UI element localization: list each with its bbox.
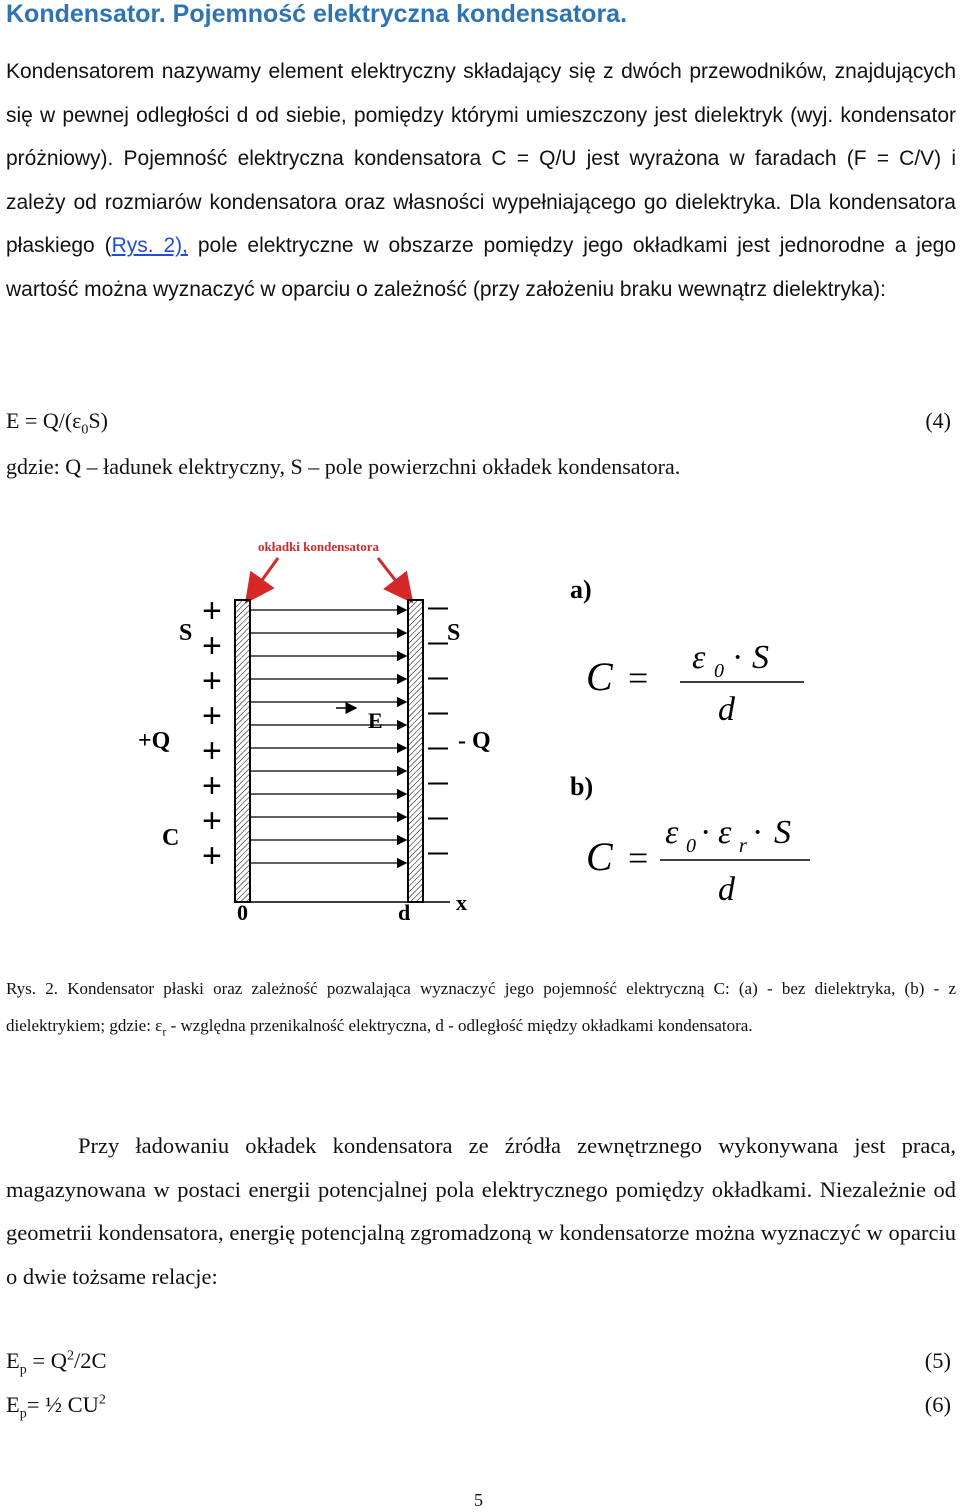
equation-5 xyxy=(6,1348,951,1379)
caption-sub-r: r xyxy=(162,1024,167,1039)
formula-a-s: S xyxy=(752,639,769,676)
formula-b-eq: = xyxy=(628,838,649,878)
axis-d-label: d xyxy=(398,900,411,925)
minus-sign: — xyxy=(428,842,448,864)
intro-paragraph xyxy=(6,50,956,312)
equation-5-sup: 2 xyxy=(66,1348,74,1364)
formula-b-dot2: · xyxy=(752,814,764,851)
equation-5-end: /2C xyxy=(73,1348,107,1373)
formula-b-c: C xyxy=(586,834,613,879)
page-number: 5 xyxy=(474,1490,483,1510)
plus-signs xyxy=(202,592,222,875)
equation-5-number: (5) xyxy=(924,1348,951,1373)
formula-b-dot1: · xyxy=(700,814,712,851)
formula-b-d: d xyxy=(718,871,735,908)
plus-sign: + xyxy=(202,592,222,630)
equation-4 xyxy=(6,408,951,438)
caption-text-2: - względna przenikalność elektryczna, d - odległość między okładkami kondensatora. xyxy=(166,1016,753,1035)
minus-signs xyxy=(428,597,448,864)
equation-6-sup: 2 xyxy=(98,1392,106,1408)
formula-b-epsr: ε xyxy=(718,814,732,851)
figure-link[interactable]: Rys. 2), xyxy=(111,234,188,258)
energy-paragraph xyxy=(6,1124,956,1298)
left-s-label: S xyxy=(179,620,193,646)
equation-4-lhs: E = Q/(ε xyxy=(6,408,82,433)
minus-sign: — xyxy=(428,597,448,619)
energy-paragraph-text: Przy ładowaniu okładek kondensatora ze źródła zewnętrznego wykonywana jest praca, magazynowana w postaci energii potencjalnej pola elektrycznego pomiędzy okładkami. Niezależnie od geometrii kondensatora, energię potencjalną zgromadzoną w kondensatorze można wyznaczyć w oparciu o dwie tożsame relacje: xyxy=(6,1133,956,1289)
equation-4-number: (4) xyxy=(925,408,951,433)
left-charge-label: +Q xyxy=(138,728,171,754)
equation-6-number: (6) xyxy=(924,1392,951,1417)
intro-text-1: Kondensatorem nazywamy element elektryczny składający się z dwóch przewodników, znajdujących się w pewnej odległości d od siebie, pomiędzy którymi umieszczony jest dielektryk (wyj. kondensator próżniowy). Pojemność elektryczna kondensatora C = Q/U jest wyrażona w faradach (F = C/V) i zależy od rozmiarów kondensatora oraz własności wypełniającego go dielektryka. Dla kondensatora płaskiego ( xyxy=(6,60,956,258)
minus-sign: — xyxy=(428,632,448,654)
formula-a xyxy=(586,639,804,728)
plus-sign: + xyxy=(202,767,222,805)
minus-sign: — xyxy=(428,772,448,794)
caption-text-1: Rys. 2. Kondensator płaski oraz zależność pozwalająca wyznaczyć jego pojemność elektryczną C: (a) - bez dielektryka, (b) - z dielektrykiem; gdzie: ε xyxy=(6,979,956,1035)
plus-sign: + xyxy=(202,732,222,770)
left-plate xyxy=(235,600,250,902)
plus-sign: + xyxy=(202,627,222,665)
formula-a-c: C xyxy=(586,654,613,699)
plates-label: okładki kondensatora xyxy=(258,539,380,554)
formula-a-label: a) xyxy=(570,575,592,604)
equation-6 xyxy=(6,1392,951,1423)
plates-arrow-right xyxy=(378,558,406,594)
formula-b-label: b) xyxy=(570,772,594,801)
axis-zero-label: 0 xyxy=(237,900,248,925)
minus-sign: — xyxy=(428,737,448,759)
formula-b-epsr-sub: r xyxy=(739,835,747,857)
formula-a-eps-sub: 0 xyxy=(714,660,724,682)
where-line: gdzie: Q – ładunek elektryczny, S – pole powierzchni okładek kondensatora. xyxy=(6,454,681,479)
equation-6-sub: p xyxy=(19,1406,27,1422)
equation-4-rhs: S) xyxy=(88,408,108,433)
equation-6-mid: = ½ CU xyxy=(26,1392,99,1417)
figure-caption xyxy=(6,970,956,1050)
formula-b-s: S xyxy=(774,814,791,851)
formula-b-eps0-sub: 0 xyxy=(686,835,696,857)
equation-5-mid: = Q xyxy=(26,1348,67,1373)
formula-a-dot: · xyxy=(732,639,744,676)
plates-arrow-left xyxy=(252,558,278,594)
right-plate xyxy=(408,600,423,902)
axis-x-label: x xyxy=(456,890,467,915)
minus-sign: — xyxy=(428,667,448,689)
page-title: Kondensator. Pojemność elektryczna kondensatora. xyxy=(6,0,628,28)
formula-a-d: d xyxy=(718,691,735,728)
field-lines xyxy=(250,610,406,863)
minus-sign: — xyxy=(428,702,448,724)
right-charge-label: - Q xyxy=(458,728,491,754)
formula-a-eq: = xyxy=(628,658,649,698)
intro-text-2: pole elektryczne w obszarze pomiędzy jego okładkami jest jednorodne a jego wartość można wyznaczyć w oparciu o zależność (przy założeniu braku wewnątrz dielektryka): xyxy=(6,234,957,301)
capacitance-label: C xyxy=(162,825,180,851)
right-s-label: S xyxy=(447,620,461,646)
plus-sign: + xyxy=(202,837,222,875)
plus-sign: + xyxy=(202,697,222,735)
plus-sign: + xyxy=(202,802,222,840)
equation-5-e: E xyxy=(6,1348,20,1373)
plus-sign: + xyxy=(202,662,222,700)
equation-6-e: E xyxy=(6,1392,20,1417)
field-label-e: E xyxy=(368,708,383,733)
equation-4-sub: 0 xyxy=(81,422,89,438)
formula-b xyxy=(586,814,810,908)
capacitor-figure xyxy=(120,530,840,930)
formula-a-eps: ε xyxy=(692,639,706,676)
formula-b-eps0: ε xyxy=(665,814,679,851)
minus-sign: — xyxy=(428,807,448,829)
equation-5-sub: p xyxy=(19,1362,27,1378)
